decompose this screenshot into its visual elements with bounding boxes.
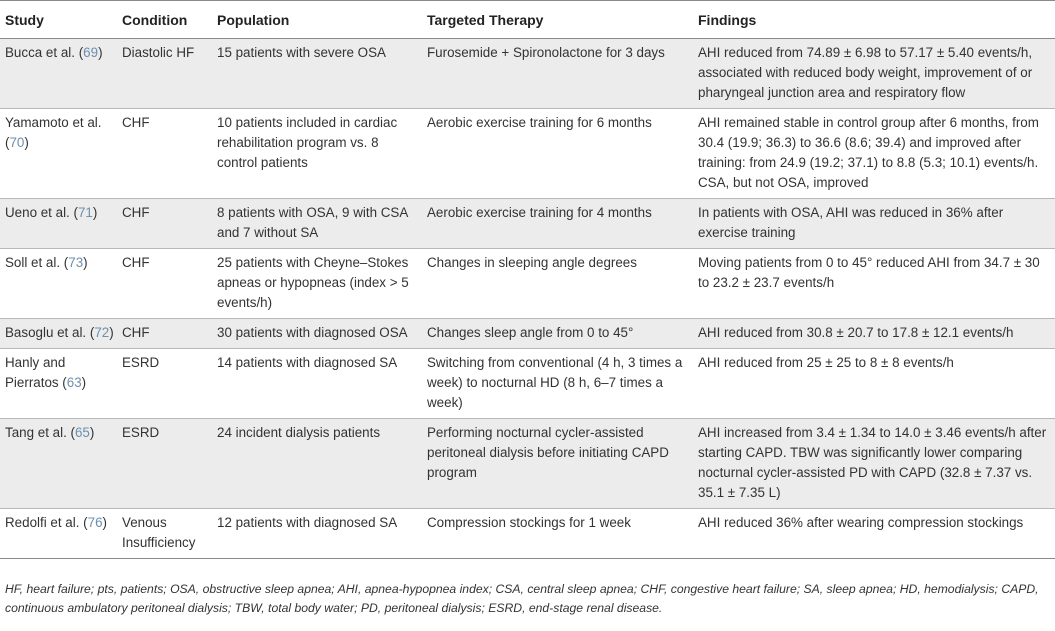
reference-link[interactable]: 71 bbox=[77, 205, 93, 220]
table-row bbox=[0, 419, 1055, 509]
column-header-findings: Findings bbox=[698, 11, 757, 28]
table-footnote: HF, heart failure; pts, patients; OSA, obstructive sleep apnea; AHI, apnea-hypopnea index; CSA, central sleep apnea; CHF, congestive heart failure; SA, sleep apnea; HD, hemodialysis; CAPD, continuous ambulatory peritoneal dialysis; TBW, total body water; PD, peritoneal dialysis; ESRD, end-stage renal disease. bbox=[5, 582, 1039, 615]
findings-cell: AHI reduced from 30.8 ± 20.7 to 17.8 ± 12.1 events/h bbox=[698, 325, 1014, 340]
findings-cell: AHI reduced 36% after wearing compression stockings bbox=[698, 515, 1024, 530]
study-cell: Yamamoto et al. (70) bbox=[5, 115, 102, 150]
study-cell: Tang et al. (65) bbox=[5, 425, 95, 440]
reference-link[interactable]: 70 bbox=[9, 135, 25, 150]
therapy-cell: Furosemide + Spironolactone for 3 days bbox=[427, 45, 665, 60]
population-cell: 10 patients included in cardiac rehabilitation program vs. 8 control patients bbox=[217, 115, 398, 170]
column-header-study: Study bbox=[5, 11, 44, 28]
therapy-cell: Aerobic exercise training for 6 months bbox=[427, 115, 652, 130]
findings-cell: AHI reduced from 74.89 ± 6.98 to 57.17 ± 5.40 events/h, associated with reduced body weight, improvement of or pharyngeal junction area and respiratory flow bbox=[698, 45, 1033, 100]
population-cell: 15 patients with severe OSA bbox=[217, 45, 386, 60]
column-header-population: Population bbox=[217, 11, 290, 28]
column-header-condition: Condition bbox=[122, 11, 188, 28]
study-cell: Soll et al. (73) bbox=[5, 255, 88, 270]
population-cell: 25 patients with Cheyne–Stokes apneas or hypopneas (index > 5 events/h) bbox=[217, 255, 409, 310]
therapy-cell: Performing nocturnal cycler-assisted peritoneal dialysis before initiating CAPD program bbox=[427, 425, 669, 480]
study-cell: Ueno et al. (71) bbox=[5, 205, 98, 220]
population-cell: 30 patients with diagnosed OSA bbox=[217, 325, 408, 340]
study-cell: Basoglu et al. (72) bbox=[5, 325, 114, 340]
findings-cell: AHI increased from 3.4 ± 1.34 to 14.0 ± 3.46 events/h after starting CAPD. TBW was significantly lower comparing nocturnal cycler-assisted PD with CAPD (32.8 ± 7.37 vs. 35.1 ± 7.35 L) bbox=[698, 425, 1047, 500]
findings-cell: Moving patients from 0 to 45° reduced AHI from 34.7 ± 30 to 23.2 ± 23.7 events/h bbox=[698, 255, 1040, 290]
population-cell: 14 patients with diagnosed SA bbox=[217, 355, 398, 370]
study-cell: Hanly and Pierratos (63) bbox=[5, 355, 87, 390]
therapy-cell: Changes in sleeping angle degrees bbox=[427, 255, 637, 270]
population-cell: 8 patients with OSA, 9 with CSA and 7 without SA bbox=[217, 205, 408, 240]
table-row bbox=[0, 199, 1055, 249]
reference-link[interactable]: 69 bbox=[83, 45, 99, 60]
condition-cell: CHF bbox=[122, 325, 150, 340]
findings-cell: AHI reduced from 25 ± 25 to 8 ± 8 events/h bbox=[698, 355, 954, 370]
reference-link[interactable]: 73 bbox=[68, 255, 84, 270]
condition-cell: Diastolic HF bbox=[122, 45, 195, 60]
population-cell: 24 incident dialysis patients bbox=[217, 425, 381, 440]
study-cell: Redolfi et al. (76) bbox=[5, 515, 107, 530]
condition-cell: CHF bbox=[122, 205, 150, 220]
table-row bbox=[0, 249, 1055, 319]
table-row bbox=[0, 109, 1055, 199]
condition-cell: ESRD bbox=[122, 425, 160, 440]
population-cell: 12 patients with diagnosed SA bbox=[217, 515, 398, 530]
reference-link[interactable]: 72 bbox=[94, 325, 110, 340]
therapy-cell: Switching from conventional (4 h, 3 times a week) to nocturnal HD (8 h, 6–7 times a week) bbox=[427, 355, 683, 410]
reference-link[interactable]: 65 bbox=[74, 425, 90, 440]
table-row bbox=[0, 349, 1055, 419]
condition-cell: ESRD bbox=[122, 355, 160, 370]
reference-link[interactable]: 76 bbox=[87, 515, 103, 530]
therapy-cell: Changes sleep angle from 0 to 45° bbox=[427, 325, 634, 340]
table-row bbox=[0, 509, 1055, 559]
header-row bbox=[0, 1, 1055, 39]
column-header-therapy: Targeted Therapy bbox=[427, 11, 544, 28]
therapy-cell: Compression stockings for 1 week bbox=[427, 515, 631, 530]
findings-cell: AHI remained stable in control group after 6 months, from 30.4 (19.9; 36.3) to 36.6 (8.6; 39.4) and improved after training: from 24.9 (19.2; 37.1) to 8.8 (5.3; 10.1) events/h. CSA, but not OSA, improved bbox=[698, 115, 1039, 190]
findings-cell: In patients with OSA, AHI was reduced in 36% after exercise training bbox=[698, 205, 1004, 240]
condition-cell: Venous Insufficiency bbox=[122, 515, 196, 550]
table-row bbox=[0, 319, 1055, 349]
reference-link[interactable]: 63 bbox=[66, 375, 82, 390]
table-row bbox=[0, 39, 1055, 109]
condition-cell: CHF bbox=[122, 115, 150, 130]
condition-cell: CHF bbox=[122, 255, 150, 270]
study-cell: Bucca et al. (69) bbox=[5, 45, 103, 60]
therapy-cell: Aerobic exercise training for 4 months bbox=[427, 205, 652, 220]
